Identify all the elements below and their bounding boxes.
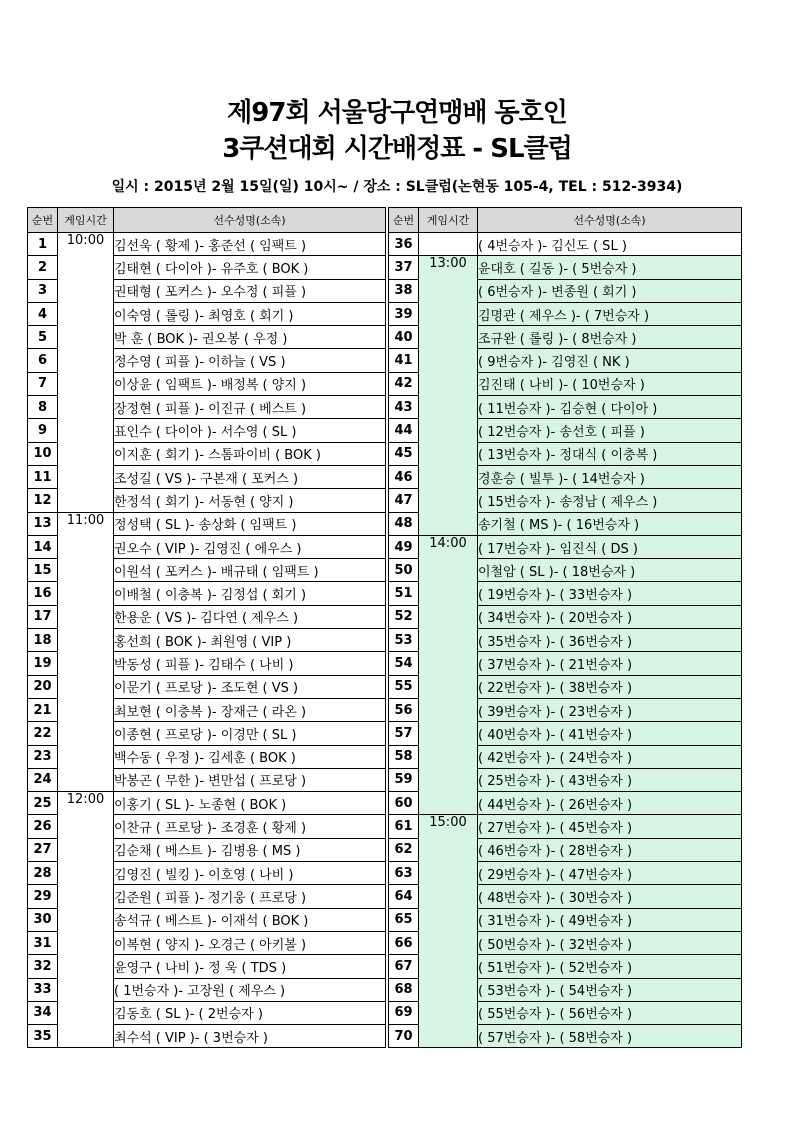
match-number: 30 bbox=[28, 908, 58, 931]
match-players: 김명관 ( 제우스 )- ( 7번승자 ) bbox=[478, 302, 742, 325]
match-number: 61 bbox=[389, 815, 419, 838]
header-num: 순번 bbox=[28, 208, 58, 233]
match-players: 이숙영 ( 롤링 )- 최영호 ( 회기 ) bbox=[114, 302, 386, 325]
match-number: 23 bbox=[28, 745, 58, 768]
match-players: 표인수 ( 다이아 )- 서수영 ( SL ) bbox=[114, 419, 386, 442]
match-number: 68 bbox=[389, 978, 419, 1001]
match-players: ( 57번승자 )- ( 58번승자 ) bbox=[478, 1025, 742, 1048]
match-number: 22 bbox=[28, 722, 58, 745]
match-number: 52 bbox=[389, 605, 419, 628]
match-number: 26 bbox=[28, 815, 58, 838]
match-players: ( 15번승자 )- 송정남 ( 제우스 ) bbox=[478, 489, 742, 512]
match-players: 한정석 ( 회기 )- 서동현 ( 양지 ) bbox=[114, 489, 386, 512]
match-players: 박봉곤 ( 무한 )- 변만섭 ( 프로당 ) bbox=[114, 768, 386, 791]
match-number: 35 bbox=[28, 1025, 58, 1048]
match-number: 5 bbox=[28, 326, 58, 349]
match-players: ( 6번승자 )- 변종원 ( 회기 ) bbox=[478, 279, 742, 302]
header-time: 게임시간 bbox=[58, 208, 114, 233]
match-players: 경훈승 ( 빌투 )- ( 14번승자 ) bbox=[478, 465, 742, 488]
match-players: 김태현 ( 다이아 )- 유주호 ( BOK ) bbox=[114, 256, 386, 279]
match-players: 최수석 ( VIP )- ( 3번승자 ) bbox=[114, 1025, 386, 1048]
match-players: 홍선희 ( BOK )- 최원영 ( VIP ) bbox=[114, 629, 386, 652]
match-number: 17 bbox=[28, 605, 58, 628]
match-players: 이상윤 ( 임팩트 )- 배정복 ( 양지 ) bbox=[114, 372, 386, 395]
event-info: 일시 : 2015년 2월 15일(일) 10시~ / 장소 : SL클럽(논현동 105-4, TEL : 512-3934) bbox=[111, 179, 683, 195]
match-number: 34 bbox=[28, 1001, 58, 1024]
match-players: 김준원 ( 피플 )- 정기웅 ( 프로당 ) bbox=[114, 885, 386, 908]
match-number: 8 bbox=[28, 396, 58, 419]
match-number: 47 bbox=[389, 489, 419, 512]
match-number: 56 bbox=[389, 698, 419, 721]
match-players: ( 13번승자 )- 정대식 ( 이충복 ) bbox=[478, 442, 742, 465]
match-number: 50 bbox=[389, 559, 419, 582]
match-number: 45 bbox=[389, 442, 419, 465]
game-time bbox=[419, 233, 478, 256]
match-number: 65 bbox=[389, 908, 419, 931]
match-number: 59 bbox=[389, 768, 419, 791]
match-players: 장정현 ( 피플 )- 이진규 ( 베스트 ) bbox=[114, 396, 386, 419]
match-players: 이종현 ( 프로당 )- 이경만 ( SL ) bbox=[114, 722, 386, 745]
match-number: 48 bbox=[389, 512, 419, 535]
match-number: 63 bbox=[389, 862, 419, 885]
match-number: 39 bbox=[389, 302, 419, 325]
match-players: 이배철 ( 이충복 )- 김정섭 ( 회기 ) bbox=[114, 582, 386, 605]
match-players: ( 40번승자 )- ( 41번승자 ) bbox=[478, 722, 742, 745]
match-players: 김동호 ( SL )- ( 2번승자 ) bbox=[114, 1001, 386, 1024]
match-players: ( 17번승자 )- 임진식 ( DS ) bbox=[478, 535, 742, 558]
table-row bbox=[28, 512, 386, 535]
table-row bbox=[389, 535, 742, 558]
page-subtitle: 3쿠션대회 시간배정표 - SL클럽 bbox=[222, 134, 572, 164]
match-players: ( 9번승자 )- 김영진 ( NK ) bbox=[478, 349, 742, 372]
game-time: 11:00 bbox=[58, 512, 114, 792]
match-players: ( 46번승자 )- ( 28번승자 ) bbox=[478, 838, 742, 861]
match-number: 25 bbox=[28, 792, 58, 815]
match-number: 24 bbox=[28, 768, 58, 791]
match-players: ( 51번승자 )- ( 52번승자 ) bbox=[478, 955, 742, 978]
header-players: 선수성명(소속) bbox=[114, 208, 386, 233]
match-number: 11 bbox=[28, 465, 58, 488]
match-number: 33 bbox=[28, 978, 58, 1001]
match-players: ( 53번승자 )- ( 54번승자 ) bbox=[478, 978, 742, 1001]
match-number: 38 bbox=[389, 279, 419, 302]
match-players: ( 29번승자 )- ( 47번승자 ) bbox=[478, 862, 742, 885]
match-players: ( 39번승자 )- ( 23번승자 ) bbox=[478, 698, 742, 721]
match-players: 이홍기 ( SL )- 노종현 ( BOK ) bbox=[114, 792, 386, 815]
match-players: 이찬규 ( 프로당 )- 조경훈 ( 황제 ) bbox=[114, 815, 386, 838]
match-number: 19 bbox=[28, 652, 58, 675]
match-number: 6 bbox=[28, 349, 58, 372]
match-number: 12 bbox=[28, 489, 58, 512]
match-number: 54 bbox=[389, 652, 419, 675]
match-number: 58 bbox=[389, 745, 419, 768]
match-players: ( 55번승자 )- ( 56번승자 ) bbox=[478, 1001, 742, 1024]
match-number: 16 bbox=[28, 582, 58, 605]
game-time: 15:00 bbox=[419, 815, 478, 1048]
match-players: ( 50번승자 )- ( 32번승자 ) bbox=[478, 931, 742, 954]
match-players: 김순채 ( 베스트 )- 김병용 ( MS ) bbox=[114, 838, 386, 861]
table-row bbox=[389, 815, 742, 838]
match-number: 18 bbox=[28, 629, 58, 652]
match-players: ( 44번승자 )- ( 26번승자 ) bbox=[478, 792, 742, 815]
match-number: 46 bbox=[389, 465, 419, 488]
match-number: 51 bbox=[389, 582, 419, 605]
match-players: 정수영 ( 피플 )- 이하늘 ( VS ) bbox=[114, 349, 386, 372]
match-players: 김진태 ( 나비 )- ( 10번승자 ) bbox=[478, 372, 742, 395]
match-number: 70 bbox=[389, 1025, 419, 1048]
match-number: 15 bbox=[28, 559, 58, 582]
header-time: 게임시간 bbox=[419, 208, 478, 233]
match-players: ( 11번승자 )- 김승현 ( 다이아 ) bbox=[478, 396, 742, 419]
match-players: ( 31번승자 )- ( 49번승자 ) bbox=[478, 908, 742, 931]
match-number: 69 bbox=[389, 1001, 419, 1024]
match-number: 62 bbox=[389, 838, 419, 861]
match-number: 60 bbox=[389, 792, 419, 815]
match-players: 이문기 ( 프로당 )- 조도현 ( VS ) bbox=[114, 675, 386, 698]
game-time: 12:00 bbox=[58, 792, 114, 1048]
match-players: 백수동 ( 우정 )- 김세훈 ( BOK ) bbox=[114, 745, 386, 768]
match-players: ( 48번승자 )- ( 30번승자 ) bbox=[478, 885, 742, 908]
match-players: 윤대호 ( 길동 )- ( 5번승자 ) bbox=[478, 256, 742, 279]
header-num: 순번 bbox=[389, 208, 419, 233]
match-number: 40 bbox=[389, 326, 419, 349]
match-players: ( 35번승자 )- ( 36번승자 ) bbox=[478, 629, 742, 652]
match-number: 27 bbox=[28, 838, 58, 861]
match-players: ( 37번승자 )- ( 21번승자 ) bbox=[478, 652, 742, 675]
match-number: 64 bbox=[389, 885, 419, 908]
match-players: 한용운 ( VS )- 김다연 ( 제우스 ) bbox=[114, 605, 386, 628]
match-players: 송기철 ( MS )- ( 16번승자 ) bbox=[478, 512, 742, 535]
match-players: 조성길 ( VS )- 구본재 ( 포커스 ) bbox=[114, 465, 386, 488]
match-number: 43 bbox=[389, 396, 419, 419]
match-number: 28 bbox=[28, 862, 58, 885]
match-number: 66 bbox=[389, 931, 419, 954]
match-number: 29 bbox=[28, 885, 58, 908]
match-number: 21 bbox=[28, 698, 58, 721]
page-title: 제97회 서울당구연맹배 동호인 bbox=[227, 98, 567, 128]
match-players: 권오수 ( VIP )- 김영진 ( 에우스 ) bbox=[114, 535, 386, 558]
match-number: 1 bbox=[28, 233, 58, 256]
match-players: 박동성 ( 피플 )- 김태수 ( 나비 ) bbox=[114, 652, 386, 675]
match-players: ( 42번승자 )- ( 24번승자 ) bbox=[478, 745, 742, 768]
match-number: 37 bbox=[389, 256, 419, 279]
match-players: 김선욱 ( 황제 )- 홍준선 ( 임팩트 ) bbox=[114, 233, 386, 256]
game-time: 13:00 bbox=[419, 256, 478, 536]
match-players: 권태형 ( 포커스 )- 오수정 ( 피플 ) bbox=[114, 279, 386, 302]
match-number: 32 bbox=[28, 955, 58, 978]
table-row bbox=[28, 233, 386, 256]
match-players: 송석규 ( 베스트 )- 이재석 ( BOK ) bbox=[114, 908, 386, 931]
match-number: 36 bbox=[389, 233, 419, 256]
match-number: 53 bbox=[389, 629, 419, 652]
match-number: 42 bbox=[389, 372, 419, 395]
match-number: 7 bbox=[28, 372, 58, 395]
match-players: 조규완 ( 롤링 )- ( 8번승자 ) bbox=[478, 326, 742, 349]
match-players: 이지훈 ( 회기 )- 스톰파이비 ( BOK ) bbox=[114, 442, 386, 465]
match-number: 31 bbox=[28, 931, 58, 954]
match-number: 14 bbox=[28, 535, 58, 558]
match-players: ( 1번승자 )- 고장원 ( 제우스 ) bbox=[114, 978, 386, 1001]
match-players: ( 4번승자 )- 김신도 ( SL ) bbox=[478, 233, 742, 256]
match-players: 정성택 ( SL )- 송상화 ( 임팩트 ) bbox=[114, 512, 386, 535]
table-row bbox=[389, 233, 742, 256]
game-time: 10:00 bbox=[58, 233, 114, 513]
match-players: 이철암 ( SL )- ( 18번승자 ) bbox=[478, 559, 742, 582]
game-time: 14:00 bbox=[419, 535, 478, 815]
match-players: ( 22번승자 )- ( 38번승자 ) bbox=[478, 675, 742, 698]
match-number: 13 bbox=[28, 512, 58, 535]
match-number: 10 bbox=[28, 442, 58, 465]
match-number: 2 bbox=[28, 256, 58, 279]
match-number: 67 bbox=[389, 955, 419, 978]
schedule-table-left bbox=[27, 207, 386, 1048]
match-number: 4 bbox=[28, 302, 58, 325]
match-players: ( 19번승자 )- ( 33번승자 ) bbox=[478, 582, 742, 605]
match-players: ( 25번승자 )- ( 43번승자 ) bbox=[478, 768, 742, 791]
match-players: ( 34번승자 )- ( 20번승자 ) bbox=[478, 605, 742, 628]
match-players: 윤영구 ( 나비 )- 정 욱 ( TDS ) bbox=[114, 955, 386, 978]
match-number: 9 bbox=[28, 419, 58, 442]
match-number: 49 bbox=[389, 535, 419, 558]
match-number: 41 bbox=[389, 349, 419, 372]
match-players: 이복현 ( 양지 )- 오경근 ( 아키볼 ) bbox=[114, 931, 386, 954]
table-row bbox=[28, 792, 386, 815]
match-number: 44 bbox=[389, 419, 419, 442]
schedule-table-right bbox=[388, 207, 742, 1048]
match-number: 3 bbox=[28, 279, 58, 302]
match-players: 박 훈 ( BOK )- 권오봉 ( 우정 ) bbox=[114, 326, 386, 349]
match-players: ( 27번승자 )- ( 45번승자 ) bbox=[478, 815, 742, 838]
match-players: 이원석 ( 포커스 )- 배규태 ( 임팩트 ) bbox=[114, 559, 386, 582]
header-players: 선수성명(소속) bbox=[478, 208, 742, 233]
match-players: 최보현 ( 이충복 )- 장재근 ( 라온 ) bbox=[114, 698, 386, 721]
match-number: 20 bbox=[28, 675, 58, 698]
match-players: ( 12번승자 )- 송선호 ( 피플 ) bbox=[478, 419, 742, 442]
match-number: 57 bbox=[389, 722, 419, 745]
match-players: 김영진 ( 빌킹 )- 이호영 ( 나비 ) bbox=[114, 862, 386, 885]
match-number: 55 bbox=[389, 675, 419, 698]
table-row bbox=[389, 256, 742, 279]
